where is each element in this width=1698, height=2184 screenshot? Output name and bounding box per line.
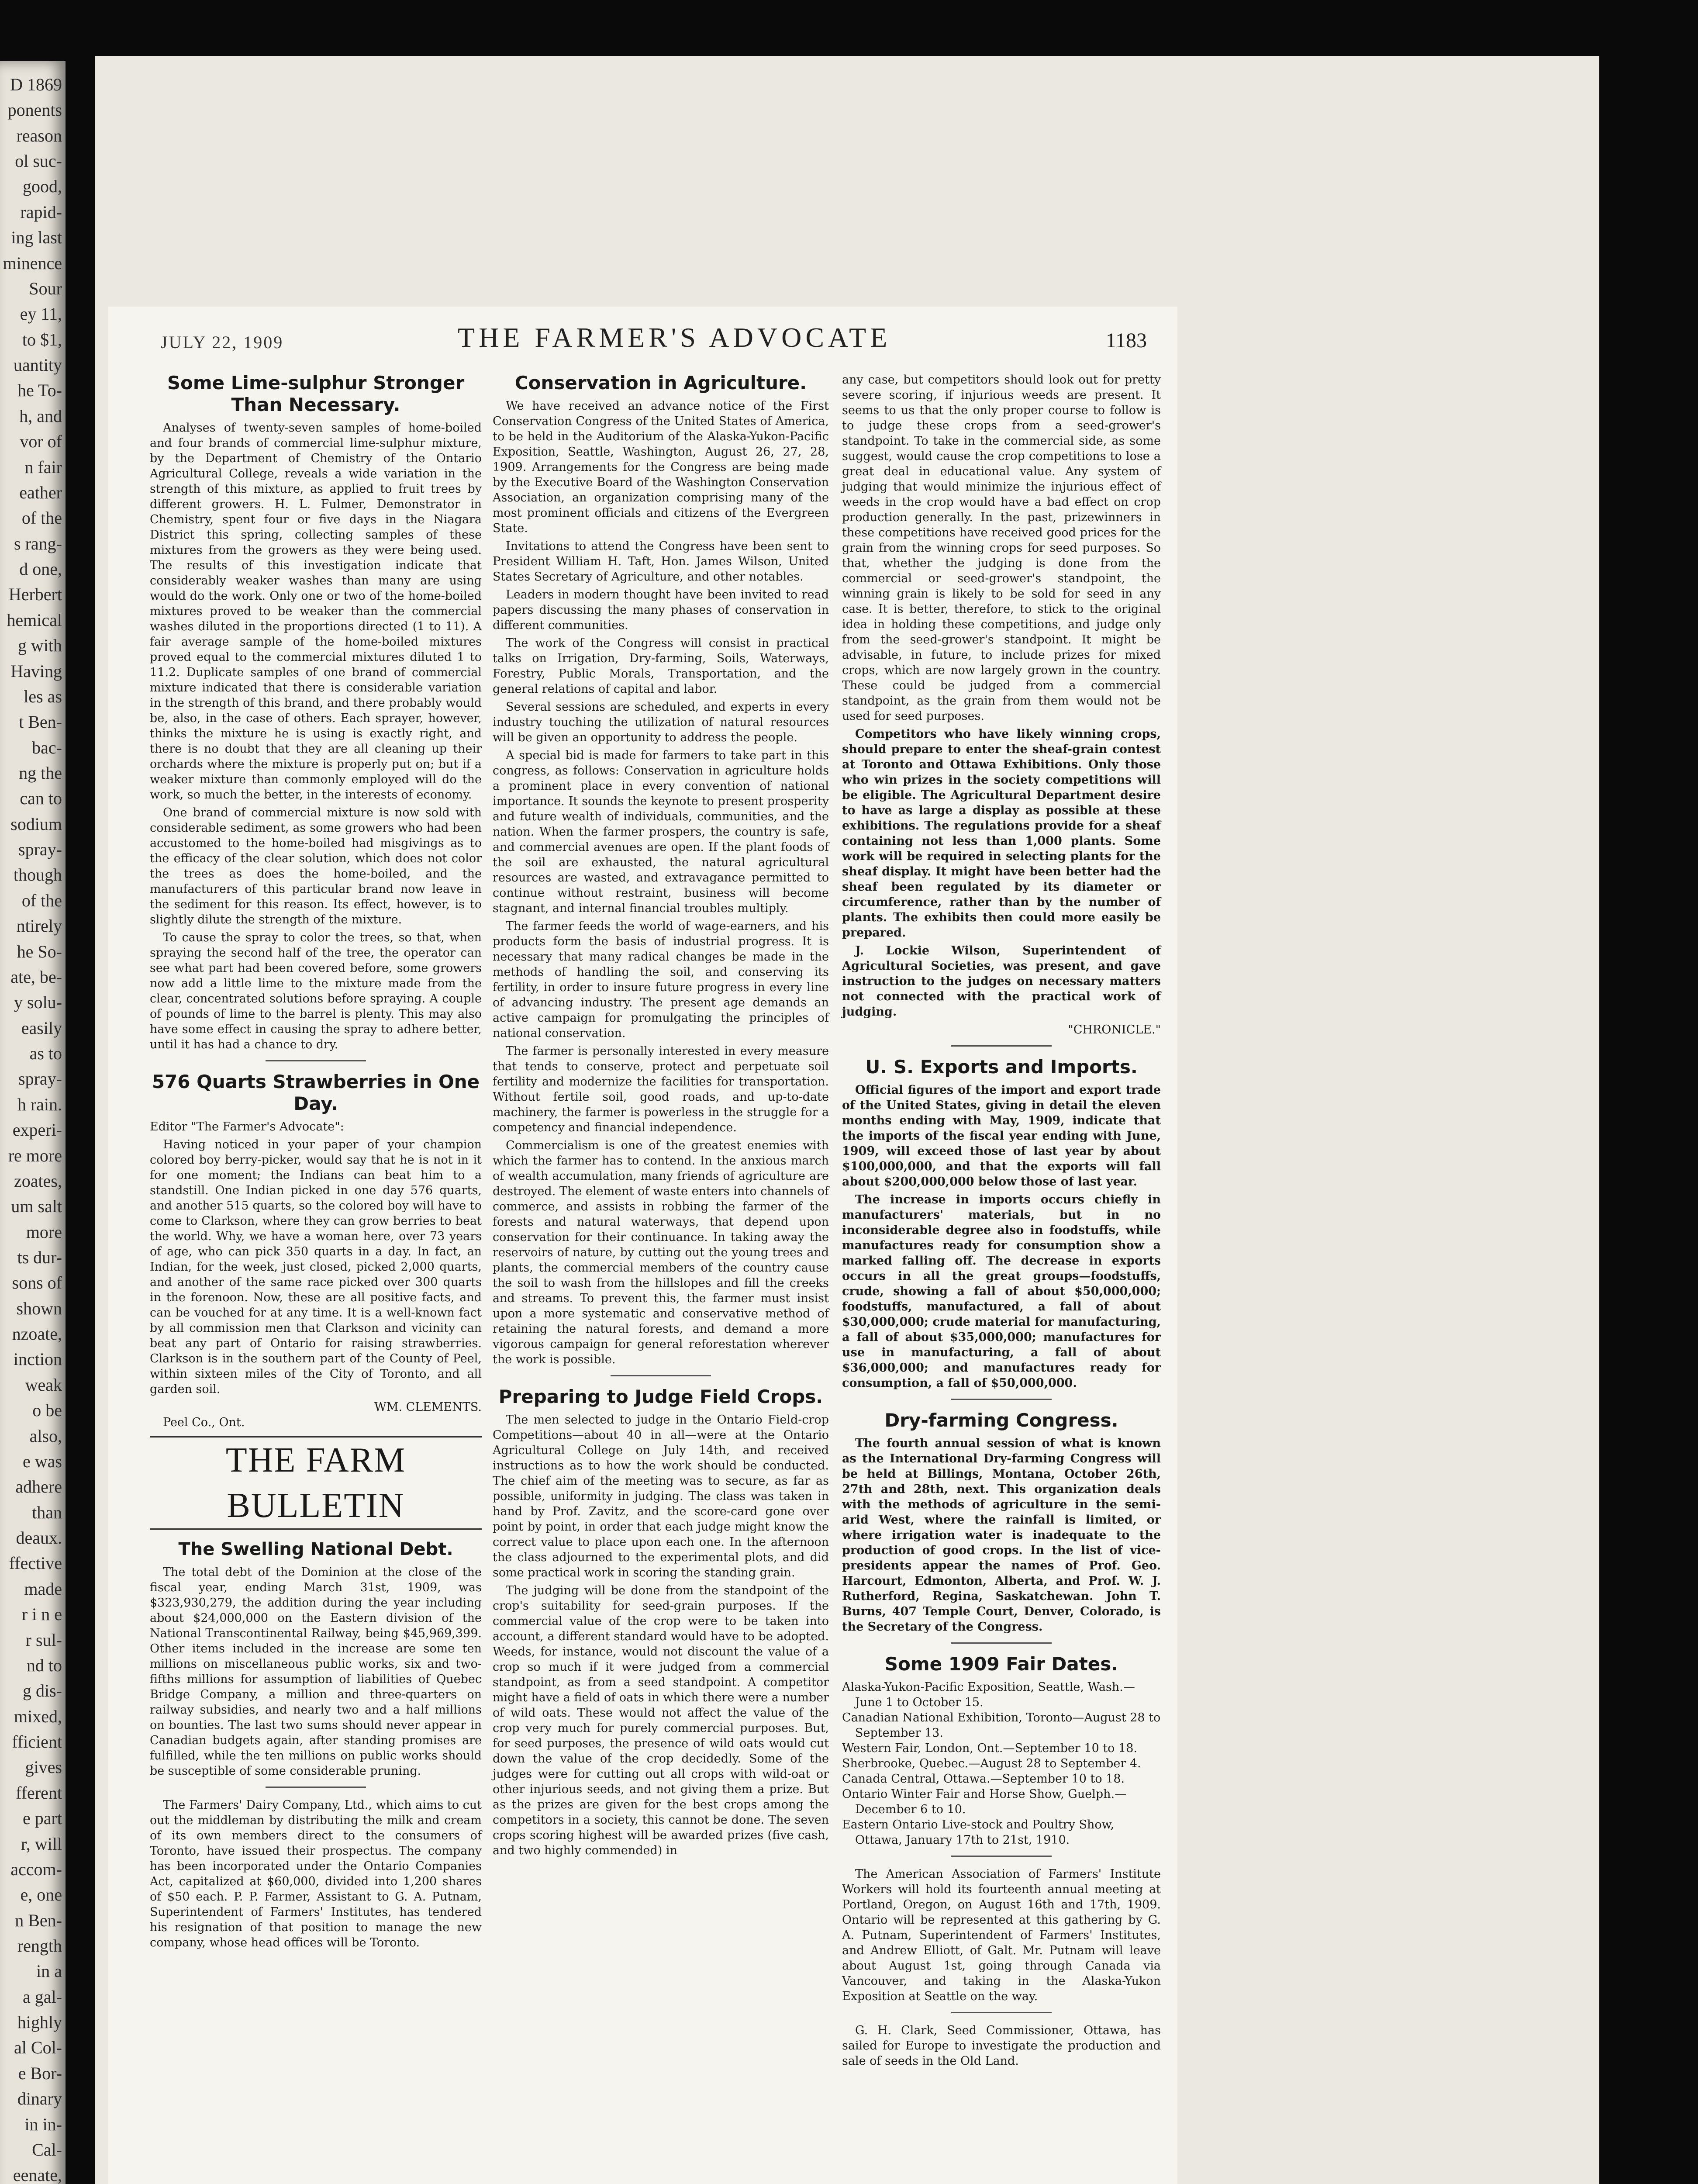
previous-page-text-fragment: y solu- [14, 992, 62, 1012]
previous-page-text-fragment: g with [17, 636, 62, 655]
previous-page-text-fragment: rapid- [20, 202, 62, 222]
section-divider [611, 1375, 711, 1376]
previous-page-text-fragment: ponents [7, 100, 62, 120]
previous-page-text-fragment: spray- [18, 840, 62, 859]
previous-page-text-fragment: more [26, 1222, 62, 1242]
article-paragraph: The judging will be done from the standpoint of the crop's suitability for seed-grain purposes. If the commercial value of the crop were to be taken into account, a different standard would have to be adopted. Weeds, for instance, would not discount the value of a crop so much if it were judged from a commercial standpoint, as from a seed standpoint. A competitor might have a field of oats in which there were a number of wild oats. These would not affect the value of the crop very much for purely commercial purposes. But, for seed purposes, the presence of wild oats would cut down the value of the crop decidedly. Some of the judges were for cutting out all crops with wild-oat or other injurious seeds, and not giving them a prize. But as the prizes are given for the best crops among the competitors in a society, this cannot be done. The seven crops scoring highest will be awarded prizes (five cash, and two highly commended) in [493, 1584, 829, 1857]
previous-page-text-fragment: ey 11, [20, 304, 62, 324]
previous-page-text-fragment: Sour [29, 279, 62, 298]
letter-salutation: Editor "The Farmer's Advocate": [150, 1120, 344, 1133]
previous-page-text-fragment: than [32, 1503, 62, 1522]
previous-page-text-fragment: gives [25, 1757, 62, 1777]
previous-page-text-fragment: sons of [12, 1273, 62, 1292]
previous-page-text-fragment: n fair [24, 457, 62, 477]
previous-page-text-fragment: dinary [17, 2089, 62, 2108]
previous-page-text-fragment: accom- [10, 1859, 62, 1879]
previous-page-text-fragment: adhere [15, 1477, 62, 1496]
previous-page-text-fragment: ing last [11, 228, 62, 247]
article-paragraph: The men selected to judge in the Ontario Field-crop Competitions—about 40 in all—were at the Ontario Agricultural College on July 14th, and received instructions as to how the work should be conducted. The chief aim of the meeting was to secure, as far as possible, uniformity in judging. The class was taken in hand by Prof. Zavitz, and the score-card gone over point by point, in order that each judge might know the correct value to place upon each one. In the afternoon the class adjourned to the experimental plots, and did some practical work in scoring the standing grain. [493, 1413, 829, 1579]
previous-page-text-fragment: n Ben- [15, 1911, 62, 1930]
article-paragraph: We have received an advance notice of the First Conservation Congress of the United States of America, to be held in the Auditorium of the Alaska-Yukon-Pacific Exposition, Seattle, Washington, August 26, 27, 28, 1909. Arrangements for the Congress are being made by the Executive Board of the Washington Conservation Association, an organization comprising many of the most prominent officials and citizens of the Evergreen State. [493, 399, 829, 535]
article-title-dry-farming: Dry-farming Congress. [884, 1410, 1118, 1431]
previous-page-text-fragment: sodium [10, 814, 62, 834]
previous-page-text-fragment: vor of [20, 432, 62, 451]
column-2 [493, 372, 829, 1861]
previous-page-text-fragment: eather [19, 483, 62, 502]
previous-page-text-fragment: t Ben- [19, 712, 62, 732]
previous-page-text-fragment: made [24, 1579, 62, 1599]
previous-page-text-fragment: as to [29, 1044, 62, 1063]
previous-page-text-fragment: uantity [13, 355, 62, 375]
article-title-strawberries: 576 Quarts Strawberries in One Day. [152, 1071, 480, 1114]
previous-page-text-fragment: ntirely [16, 916, 62, 936]
previous-page-text-fragment: ate, be- [10, 967, 62, 987]
article-paragraph: The fourth annual session of what is known as the International Dry-farming Congress will be held at Billings, Montana, October 26th, 27th and 28th, next. This organization deals with the methods of agriculture in the semi-arid West, where the rainfall is limited, or where irrigation water is inadequate to the production of good crops. In the list of vice-presidents appear the names of Prof. Geo. Harcourt, Edmonton, Alberta, and Prof. W. J. Rutherford, Regina, Saskatchewan. John T. Burns, 407 Temple Court, Denver, Colorado, is the Secretary of the Congress. [842, 1437, 1161, 1634]
article-paragraph: Competitors who have likely winning crops, should prepare to enter the sheaf-grain contest at Toronto and Ottawa Exhibitions. Only those who win prizes in the society competitions will be eligible. The Agricultural Department desire to have as large a display as possible at these exhibitions. The regulations provide for a sheaf containing not less than 1,000 plants. Some work will be required in selecting plants for the sheaf display. It might have been better had the sheaf been regulated by its diameter or circumference, rather than by the number of plants. The exhibits then could more easily be prepared. [842, 727, 1161, 940]
article-title-exports: U. S. Exports and Imports. [865, 1056, 1138, 1078]
previous-page-text-fragment: of the [21, 891, 62, 910]
previous-page-text-fragment: D 1869 [10, 75, 62, 94]
article-paragraph: The work of the Congress will consist in practical talks on Irrigation, Dry-farming, Soils, Waterways, Forestry, Public Morals, Transportation, and the general relations of capital and labor. [493, 636, 829, 696]
article-title-national-debt: The Swelling National Debt. [178, 1539, 453, 1559]
section-divider [951, 2012, 1052, 2013]
previous-page-text-fragment: les as [24, 687, 62, 706]
letter-place: Peel Co., Ont. [163, 1416, 245, 1429]
previous-page-text-fragment: Cal- [32, 2140, 62, 2160]
newspaper-page [108, 307, 1177, 2184]
previous-page-text-fragment: nzoate, [12, 1324, 62, 1344]
previous-page-text-fragment: e part [23, 1808, 62, 1828]
article-paragraph: To cause the spray to color the trees, so that, when spraying the second half of the tree, the operator can see what part had been covered before, some growers now add a little lime to the mixture made from the clear, concentrated solutions before spraying. A couple of pounds of lime to the barrel is plenty. This may also have some effect in causing the spray to adhere better, until it has had a chance to dry. [150, 931, 482, 1051]
fair-date-item: Ontario Winter Fair and Horse Show, Guelph.—December 6 to 10. [842, 1787, 1127, 1816]
previous-page-text-fragment: e was [23, 1451, 62, 1471]
previous-page-text-fragment: weak [25, 1375, 62, 1395]
previous-page-text-fragment: um salt [11, 1196, 62, 1216]
fair-date-item: Canadian National Exhibition, Toronto—August 28 to September 13. [842, 1711, 1161, 1740]
article-paragraph: Invitations to attend the Congress have been sent to President William H. Taft, Hon. James Wilson, United States Secretary of Agriculture, and other notables. [493, 539, 829, 584]
previous-page-text-fragment: minence [3, 253, 62, 273]
previous-page-text-fragment: bac- [32, 738, 62, 757]
previous-page-text-fragment: ng the [19, 763, 62, 783]
article-paragraph: The Farmers' Dairy Company, Ltd., which aims to cut out the middleman by distributing the milk and cream of its own members direct to the consumers of Toronto, have issued their prospectus. The company has been incorporated under the Ontario Companies Act, capitalized at $60,000, divided into 1,200 shares of $50 each. P. P. Farmer, Assistant to G. A. Putnam, Superintendent of Farmers' Institutes, has tendered his resignation of that position to manage the new company, whose head offices will be Toronto. [150, 1798, 482, 1949]
previous-page-text-fragment: fficient [12, 1732, 62, 1752]
previous-page-text-fragment: in a [36, 1961, 62, 1981]
fair-date-item: Eastern Ontario Live-stock and Poultry Show, Ottawa, January 17th to 21st, 1910. [842, 1818, 1115, 1847]
previous-page-text-fragment: h, and [19, 406, 62, 426]
previous-page-text-fragment: mixed, [14, 1707, 62, 1726]
section-divider [951, 1642, 1052, 1644]
fair-dates-list [842, 1679, 1161, 1848]
previous-page-text-fragment: easily [21, 1018, 62, 1038]
previous-page-edge [0, 61, 66, 2184]
column-1 [150, 372, 482, 1953]
previous-page-text-fragment: r i n e [21, 1604, 62, 1624]
article-title-field-crops: Preparing to Judge Field Crops. [498, 1386, 823, 1407]
previous-page-text-fragment: nd to [26, 1655, 62, 1675]
article-paragraph: any case, but competitors should look out for pretty severe scoring, if injurious weeds are present. It seems to us that the only proper course to follow is to judge these crops from a seed-grower's standpoint. To take in the commercial side, as some suggest, would cause the crop competitions to lose a great deal in educational value. Any system of judging that would minimize the injurious effect of weeds in the crop would have a bad effect on crop production generally. In the past, prizewinners in these competitions have received good prices for the grain from the winning crops for seed purposes. So that, whether the judging is done from the commercial or seed-grower's standpoint, the winning grain is likely to be sold for seed in any case. It is better, therefore, to stick to the original idea in holding these competitions, and judge only from the seed-grower's standpoint. It might be advisable, in future, to include prizes for mixed crops, which are now largely grown in the country. These could be judged from a commercial standpoint, as the grain from them would not be used for seed purposes. [842, 373, 1161, 723]
previous-page-text-fragment: spray- [18, 1069, 62, 1089]
previous-page-text-fragment: Having [10, 661, 62, 681]
previous-page-text-fragment: shown [16, 1299, 62, 1318]
previous-page-text-fragment: h rain. [17, 1095, 62, 1114]
article-title-fair-dates: Some 1909 Fair Dates. [884, 1653, 1118, 1675]
section-banner-farm-bulletin: THE FARM BULLETIN [150, 1436, 482, 1530]
previous-page-text-fragment: good, [23, 176, 62, 196]
previous-page-text-fragment: he To- [17, 380, 62, 400]
previous-page-text-fragment: a gal- [23, 1987, 62, 2007]
previous-page-text-fragment: inction [13, 1349, 62, 1369]
previous-page-text-fragment: Herbert [8, 584, 62, 604]
article-title-conservation: Conservation in Agriculture. [514, 372, 807, 394]
column-3 [842, 372, 1161, 2071]
previous-page-text-fragment: experi- [12, 1120, 62, 1140]
article-paragraph: A special bid is made for farmers to take part in this congress, as follows: Conservation in agriculture holds a prominent place in every convention of national importance. It sounds the keynote to present prosperity and future wealth of individuals, communities, and the nation. When the farmer prospers, the country is safe, and commercial avenues are open. If the plant foods of the soil are exhausted, the natural agricultural resources are wasted, and extravagance permitted to continue without restraint, business will become stagnant, and internal financial troubles multiply. [493, 749, 829, 915]
section-divider [951, 1856, 1052, 1857]
previous-page-text-fragment: of the [21, 508, 62, 528]
previous-page-text-fragment: in in- [24, 2115, 62, 2134]
previous-page-text-fragment: ts dur- [17, 1248, 62, 1267]
article-title-lime-sulphur: Some Lime-sulphur Stronger Than Necessary. [167, 372, 465, 415]
previous-page-text-fragment: al Col- [14, 2038, 62, 2057]
previous-page-text-fragment: ol suc- [15, 151, 62, 171]
article-paragraph: Having noticed in your paper of your champion colored boy berry-picker, would say that he is not in it for one moment; the Indians can beat him to a standstill. One Indian picked in one day 576 quarts, and another 515 quarts, so the colored boy will have to come to Clarkson, where they can grow berries to beat the world. Why, we have a woman here, over 73 years of age, who can pick 350 quarts in a day. In fact, an Indian, for the week, just closed, picked 2,000 quarts, and another of the same race picked over 300 quarts in the forenoon. Now, these are all positive facts, and can be vouched for at any time. It is a well-known fact by all commission men that Clarkson and vicinity can beat any part of Ontario for raising strawberries. Clarkson is in the southern part of the County of Peel, within sixteen miles of the City of Toronto, and all garden soil. [150, 1138, 482, 1396]
letter-signature: WM. CLEMENTS. [374, 1400, 482, 1414]
article-paragraph: Official figures of the import and export trade of the United States, giving in detail the eleven months ending with May, 1909, indicate that the imports of the fiscal year ending with June, 1909, will exceed those of last year by about $100,000,000, and that the exports will fall about $200,000,000 below those of last year. [842, 1083, 1161, 1189]
previous-page-text-fragment: highly [17, 2012, 62, 2032]
article-paragraph: Analyses of twenty-seven samples of home-boiled and four brands of commercial lime-sulphur mixture, by the Department of Chemistry of the Ontario Agricultural College, reveals a wide variation in the strength of this mixture, as applied to fruit trees by different growers. H. L. Fulmer, Demonstrator in Chemistry, spent four or five days in the Niagara District this spring, collecting samples of these mixtures from the growers as they were being used. The results of this investigation indicate that considerably weaker washes than many are using would do the work. Only one or two of the home-boiled mixtures proved to be weaker than the commercial washes diluted in the proportions directed (1 to 11). A fair average sample of the home-boiled mixtures proved equal to the commercial mixtures diluted 1 to 11.2. Duplicate samples of one brand of commercial mixture indicated that there is considerable variation in the strength of this brand, and there probably would be, also, in the case of others. Each sprayer, however, thinks the mixture he is using is exactly right, and there is no doubt that they are all cleaning up their orchards where the mixture is properly put on; but if a weaker mixture than commonly employed will do the work, so much the better, in the interests of economy. [150, 421, 482, 802]
previous-page-text-fragment: fferent [16, 1783, 62, 1803]
previous-page-text-fragment: r sul- [25, 1630, 62, 1650]
previous-page-text-fragment: s rang- [14, 534, 62, 553]
article-paragraph: The American Association of Farmers' Institute Workers will hold its fourteenth annual meeting at Portland, Oregon, on August 16th and 17th, 1909. Ontario will be represented at this gathering by G. A. Putnam, Superintendent of Farmers' Institutes, and Andrew Elliott, of Galt. Mr. Putnam will leave about August 1st, going through Canada via Vancouver, and taking in the Alaska-Yukon Exposition at Seattle on the way. [842, 1867, 1161, 2003]
fair-date-item: Western Fair, London, Ont.—September 10 to 18. [842, 1742, 1137, 1755]
section-divider [951, 1045, 1052, 1047]
article-signature: "CHRONICLE." [1068, 1023, 1161, 1037]
previous-page-text-fragment: hemical [7, 610, 62, 630]
previous-page-text-fragment: can to [20, 788, 62, 808]
previous-page-text-fragment: zoates, [14, 1171, 62, 1191]
previous-page-text-fragment: also, [29, 1426, 62, 1446]
fair-date-item: Sherbrooke, Quebec.—August 28 to September 4. [842, 1757, 1141, 1770]
previous-page-text-fragment: rength [17, 1936, 62, 1956]
article-paragraph: One brand of commercial mixture is now sold with considerable sediment, as some growers who had been accustomed to the home-boiled had misgivings as to the efficacy of the clear solution, which does not color the trees as does the home-boiled, and the manufacturers of this particular brand now leave in the sediment for this reason. Its effect, however, is to slightly dilute the strength of the mixture. [150, 806, 482, 926]
previous-page-text-fragment: he So- [17, 942, 62, 961]
section-divider [266, 1060, 366, 1061]
section-divider [266, 1787, 366, 1788]
article-paragraph: Several sessions are scheduled, and experts in every industry touching the utilization of natural resources will be given an opportunity to address the people. [493, 700, 829, 744]
previous-page-text-fragment: re more [8, 1146, 62, 1165]
article-paragraph: G. H. Clark, Seed Commissioner, Ottawa, has sailed for Europe to investigate the production and sale of seeds in the Old Land. [842, 2024, 1161, 2068]
previous-page-text-fragment: e Bor- [18, 2063, 62, 2083]
page-number: 1183 [1105, 329, 1147, 352]
fair-date-item: Alaska-Yukon-Pacific Exposition, Seattle, Wash.—June 1 to October 15. [842, 1680, 1135, 1709]
previous-page-text-fragment: deaux. [16, 1528, 62, 1548]
previous-page-text-fragment: d one, [19, 559, 62, 579]
previous-page-text-fragment: though [13, 865, 62, 885]
masthead-title: THE FARMER'S ADVOCATE [458, 322, 891, 353]
article-paragraph: The total debt of the Dominion at the close of the fiscal year, ending March 31st, 1909, was $323,930,279, the addition during the year including about $24,000,000 on the Eastern division of the National Transcontinental Railway, being $45,969,399. Other items included in the increase are some ten millions on miscellaneous public works, six and two-fifths millions for assumption of liabilities of Quebec Bridge Company, a million and three-quarters on railway subsidies, and nearly two and a half millions on bounties. The last two sums should never appear in Canadian budgets again, after standing promises are fulfilled, while the ten millions on public works should be susceptible of some considerable pruning. [150, 1565, 482, 1778]
previous-page-text-fragment: r, will [21, 1834, 62, 1854]
previous-page-text-fragment: o be [32, 1400, 62, 1420]
article-paragraph: The farmer feeds the world of wage-earners, and his products form the basis of industrial progress. It is necessary that many radical changes be made in the methods of handling the soil, and conserving its fertility, in order to insure future progress in every line of advancing industry. The present age demands an active campaign for promulgating the principles of national conservation. [493, 919, 829, 1040]
article-paragraph: The increase in imports occurs chiefly in manufacturers' materials, but in no inconsiderable degree also in foodstuffs, while manufactures ready for consumption show a marked falling off. The decrease in exports occurs in all the great groups—foodstuffs, crude, showing a fall of about $50,000,000; foodstuffs, manufactured, a fall of about $30,000,000; crude material for manufacturing, a fall of about $35,000,000; manufactures for use in manufacturing, a fall of about $36,000,000; and manufactures ready for consumption, a fall of $50,000,000. [842, 1193, 1161, 1390]
previous-page-text-fragment: reason [16, 126, 62, 145]
previous-page-text-fragment: to $1, [22, 330, 62, 349]
article-paragraph: The farmer is personally interested in every measure that tends to conserve, protect and perpetuate soil fertility and modernize the facilities for transportation. Without fertile soil, good roads, and up-to-date machinery, the farmer is powerless in the struggle for a competency and financial independence. [493, 1044, 829, 1134]
previous-page-text-fragment: eenate, [13, 2165, 62, 2184]
article-paragraph: Leaders in modern thought have been invited to read papers discussing the many phases of conservation in different communities. [493, 588, 829, 632]
issue-date: JULY 22, 1909 [161, 332, 284, 352]
fair-date-item: Canada Central, Ottawa.—September 10 to 18. [842, 1772, 1125, 1786]
article-paragraph: Commercialism is one of the greatest enemies with which the farmer has to contend. In the anxious march of wealth accumulation, many friends of agriculture are destroyed. The element of waste enters into channels of commerce, and assists in robbing the farmer of the forests and natural waterways, that depend upon conservation for their continuance. In taking away the reservoirs of nature, by cutting out the young trees and plants, the commercial members of the country cause the soil to wash from the hillslopes and fill the creeks and streams. To prevent this, the farmer must insist upon a more systematic and conservative method of retaining the natural forests, and demand a more vigorous campaign for general reforestation wherever the work is possible. [493, 1139, 829, 1366]
article-paragraph: J. Lockie Wilson, Superintendent of Agricultural Societies, was present, and gave instruction to the judges on necessary matters not connected with the practical work of judging. [842, 944, 1161, 1019]
previous-page-text-fragment: g dis- [23, 1681, 62, 1700]
previous-page-text-fragment: ffective [9, 1553, 62, 1573]
section-divider [951, 1399, 1052, 1400]
previous-page-text-fragment: e, one [20, 1885, 62, 1904]
